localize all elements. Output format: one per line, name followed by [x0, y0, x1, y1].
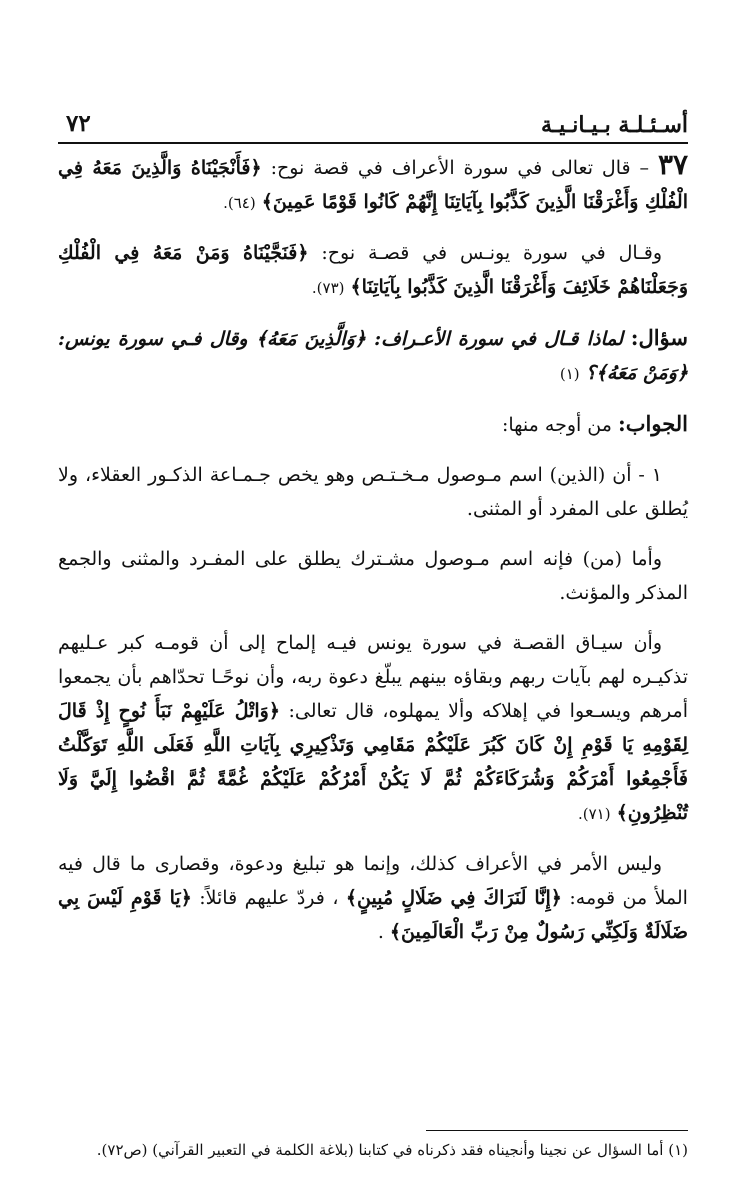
section-intro-paragraph: ٣٧ – قال تعالى في سورة الأعراف في قصة نوح: ﴿فَأَنْجَيْنَاهُ وَالَّذِينَ مَعَهُ فِي الْفُلْكِ وَأَغْرَقْنَا الَّذِينَ كَذَّبُوا بِآيَاتِنَا إِنَّهُمْ كَانُوا قَوْمًا عَمِينَ﴾ (٦٤).	[58, 148, 689, 213]
answer-paragraph	[58, 407, 688, 442]
verse-mubin: ﴿إِنَّا لَنَرَاكَ فِي ضَلَالٍ مُبِينٍ﴾	[345, 887, 562, 909]
footnote: (١) أما السؤال عن نجينا وأنجيناه فقد ذكرناه في كتابنا (بلاغة الكلمة في التعبير القرآني) (ص٧٢).	[96, 1141, 688, 1159]
verse-yunus-71: ﴿وَاتْلُ عَلَيْهِمْ نَبَأَ نُوحٍ إِذْ قَالَ لِقَوْمِهِ يَا قَوْمِ إِنْ كَانَ كَبُرَ عَلَيْكُمْ مَقَامِي وَتَذْكِيرِي بِآيَاتِ اللَّهِ فَعَلَى اللَّهِ تَوَكَّلْتُ فَأَجْمِعُوا أَمْرَكُمْ وَشُرَكَاءَكُمْ ثُمَّ لَا يَكُنْ أَمْرُكُمْ عَلَيْكُمْ غُمَّةً ثُمَّ اقْضُوا إِلَيَّ وَلَا تُنْظِرُونِ﴾	[58, 700, 688, 824]
intro2-text: وقـال في سورة يونـس في قصـة نوح:	[321, 242, 662, 264]
araf-context-text: وليس الأمر في الأعراف كذلك، وإنما هو تبليغ ودعوة، وقصارى ما قال فيه الملأ من قومه:	[58, 853, 688, 909]
answer-text: من أوجه منها:	[501, 414, 612, 436]
verse-rasul: ﴿يَا قَوْمِ لَيْسَ بِي ضَلَالَةٌ وَلَكِنِّي رَسُولٌ مِنْ رَبِّ الْعَالَمِينَ﴾	[58, 887, 688, 943]
question-label: سؤال:	[630, 325, 688, 350]
verse-araf-ref: (٦٤).	[223, 194, 256, 212]
question-footnote-marker: (١)	[559, 365, 580, 383]
section-number: ٣٧	[657, 148, 689, 181]
verse-yunus: ﴿فَنَجَّيْنَاهُ وَمَنْ مَعَهُ فِي الْفُلْكِ وَجَعَلْنَاهُمْ خَلَائِفَ وَأَغْرَقْنَا الَّذِينَ كَذَّبُوا بِآيَاتِنَا﴾	[58, 242, 688, 298]
question-text: لماذا قـال في سورة الأعـراف: ﴿وَالَّذِينَ مَعَهُ﴾ وقال فـي سورة يونس: ﴿وَمَنْ مَعَهُ﴾؟	[58, 328, 688, 384]
answer-label: الجواب:	[618, 411, 688, 436]
main-text	[58, 148, 688, 965]
context-paragraph	[58, 626, 688, 831]
araf-context-paragraph	[58, 847, 688, 949]
verse-yunus-ref: (٧٣).	[311, 279, 345, 297]
context-text: وأن سيـاق القصـة في سورة يونس فيـه إلماح إلى أن قومـه كبر عـليهم تذكيـره لهم بآيات ربهم وبقاؤه بينهم يبلّغ دعوة ربه، وأن نوحًـا تحدّاهم بأن يجمعوا أمرهم ويسـعوا في إهلاكه وألا يمهلوه، قال تعالى:	[58, 632, 688, 722]
point-one-paragraph: ١ - أن (الذين) اسم مـوصول مـخـتـص وهو يخص جـمـاعة الذكـور العقلاء، ولا يُطلق على المفرد أو المثنى.	[58, 464, 688, 520]
running-header	[58, 108, 688, 142]
verse-yunus-71-ref: (٧١).	[577, 805, 611, 823]
verse-araf: ﴿فَأَنْجَيْنَاهُ وَالَّذِينَ مَعَهُ فِي الْفُلْكِ وَأَغْرَقْنَا الَّذِينَ كَذَّبُوا بِآيَاتِنَا إِنَّهُمْ كَانُوا قَوْمًا عَمِينَ﴾	[58, 157, 688, 213]
header-rule	[58, 142, 688, 144]
yunus-paragraph	[58, 236, 688, 305]
araf-context-mid: ، فردّ عليهم قائلاً:	[199, 887, 339, 909]
point-two-paragraph: وأما (من) فإنه اسم مـوصول مشـترك يطلق على المفـرد والمثنى والجمع المذكر والمؤنث.	[58, 548, 688, 604]
running-title: أسـئـلـة بـيـانـيـة	[540, 112, 688, 138]
book-page	[58, 0, 688, 1179]
araf-context-end: .	[377, 921, 384, 943]
intro-text: قال تعالى في سورة الأعراف في قصة نوح:	[270, 157, 631, 179]
question-paragraph	[58, 321, 688, 391]
footnote-rule	[426, 1130, 688, 1131]
page-number: ٧٢	[66, 110, 91, 137]
